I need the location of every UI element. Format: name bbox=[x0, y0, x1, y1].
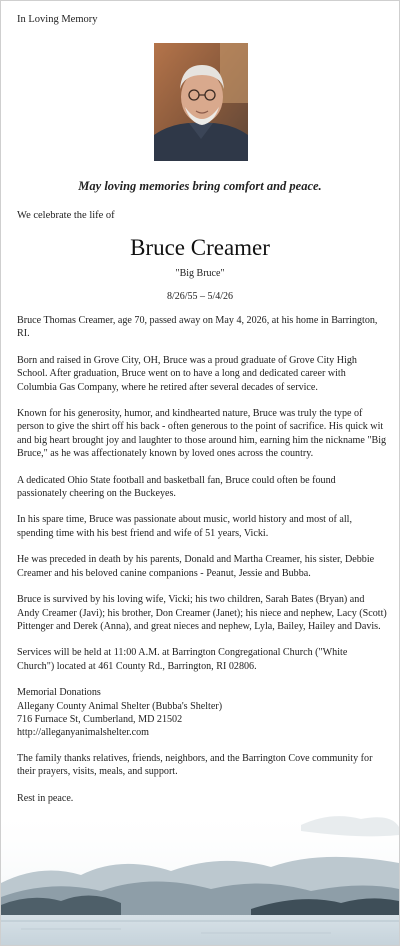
donations-org: Allegany County Animal Shelter (Bubba's Shelter) bbox=[17, 700, 223, 712]
intro-text: We celebrate the life of bbox=[17, 210, 115, 221]
obituary-body bbox=[17, 314, 387, 818]
life-dates: 8/26/55 – 5/4/26 bbox=[166, 291, 234, 302]
donations-heading: Memorial Donations bbox=[17, 687, 101, 699]
paragraph: Services will be held at 11:00 A.M. at Barrington Congregational Church ("White Church") located at 461 County Rd., Barrington, RI 02806. bbox=[17, 647, 348, 672]
paragraph: Born and raised in Grove City, OH, Bruce was a proud graduate of Grove City High School. After graduation, Bruce went on to have a long and dedicated career with Columbia Gas Company, where he retired after several decades of service. bbox=[17, 354, 357, 393]
closing-line: Rest in peace. bbox=[17, 792, 74, 804]
nickname: "Big Bruce" bbox=[175, 268, 225, 279]
donations-address: 716 Furnace St, Cumberland, MD 21502 bbox=[17, 713, 183, 725]
donations-link[interactable]: http://alleganyanimalshelter.com bbox=[17, 727, 150, 739]
portrait-illustration bbox=[154, 43, 248, 161]
paragraph: In his spare time, Bruce was passionate about music, world history and most of all, spending time with his best friend and wife of 51 years, Vicki. bbox=[17, 514, 352, 539]
paragraph: A dedicated Ohio State football and basketball fan, Bruce could often be found passionately cheering on the Buckeyes. bbox=[17, 474, 336, 500]
paragraph: He was preceded in death by his parents, Donald and Martha Creamer, his sister, Debbie Creamer and his beloved canine companions - Peanut, Jessie and Bubba. bbox=[17, 554, 375, 579]
paragraph: Bruce is survived by his loving wife, Vicki; his two children, Sarah Bates (Bryan) and Andy Creamer (Javi); his brother, Don Creamer (Janet); his niece and nephew, Lacy (Scott) Pittenger and Derek (Anna), and great nieces and nephew, Lyla, Bailey, Hailey and Davis. bbox=[17, 594, 387, 632]
donations-block bbox=[17, 686, 387, 740]
paragraph: Bruce Thomas Creamer, age 70, passed away on May 4, 2026, at his home in Barrington, RI. bbox=[17, 315, 378, 340]
memorial-quote: May loving memories bring comfort and peace. bbox=[78, 179, 322, 193]
thanks-paragraph: The family thanks relatives, friends, neighbors, and the Barrington Cove community for their prayers, visits, meals, and support. bbox=[17, 752, 373, 778]
portrait-photo bbox=[154, 43, 248, 161]
paragraph: Known for his generosity, humor, and kindhearted nature, Bruce was truly the type of person to give the shirt off his back - often generous to the point of sacrifice. His quick wit and big heart brought joy and laughter to those around him, earning him the nickname "Big Bruce," as he was affectionately known by loved ones across the country. bbox=[17, 408, 387, 460]
mountain-lake-illustration bbox=[1, 805, 399, 945]
header-label: In Loving Memory bbox=[17, 14, 98, 25]
deceased-name: Bruce Creamer bbox=[130, 235, 270, 260]
landscape-art bbox=[1, 805, 399, 945]
